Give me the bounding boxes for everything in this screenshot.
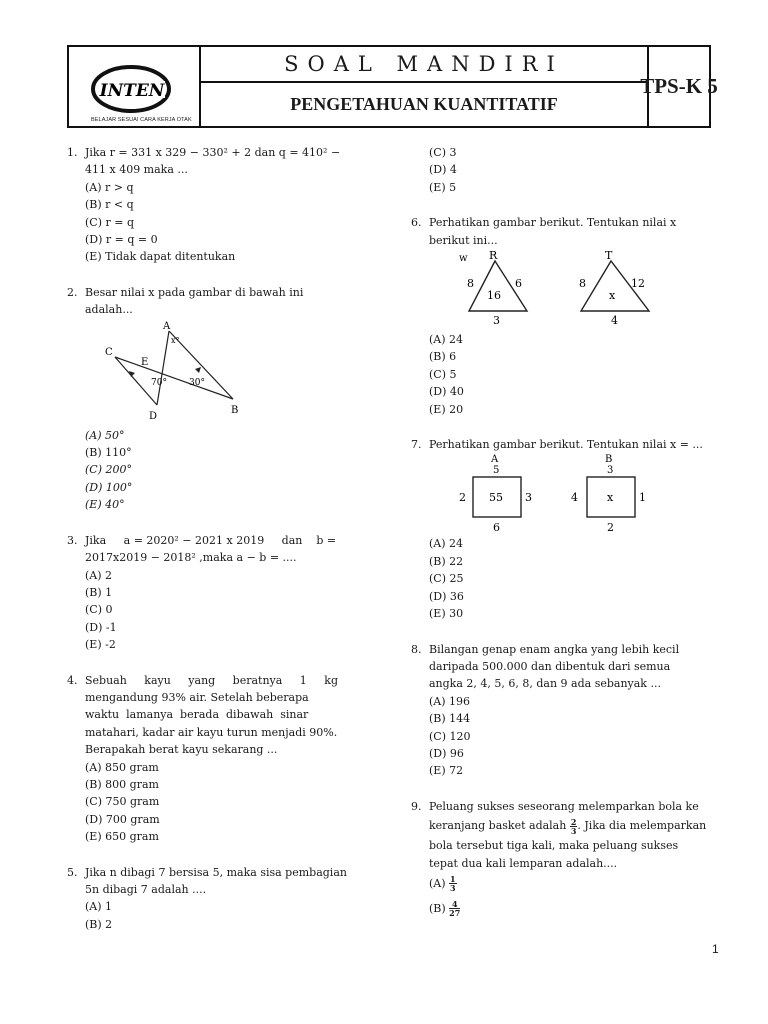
question-number: 9. [411,799,422,813]
option-a: (A) 1 [85,900,113,914]
question-text: Bilangan genap enam angka yang lebih kecil [429,642,680,656]
option-a: (A) 24 [429,537,464,551]
option-c: (C) 750 gram [85,795,160,809]
option-b: (B) 110° [85,446,132,460]
option-b: (B) 800 gram [85,777,159,791]
fraction [449,900,460,917]
triangle-figure [85,319,239,427]
label-4: 4 [611,314,618,328]
header-title-block [199,47,649,126]
question-4 [67,672,353,846]
question-1 [67,144,353,266]
option-c: (C) 120 [429,729,471,743]
question-9 [411,798,711,922]
label-E: E [141,356,149,368]
question-number: 3. [67,533,78,547]
question-text: berikut ini... [429,233,498,247]
option-e: (E) 5 [429,180,457,194]
label-16: 16 [487,289,501,303]
option-a: (A) r > q [85,180,134,194]
option-d: (D) 4 [429,163,457,177]
label-3b: 3 [607,465,614,477]
question-number: 8. [411,642,422,656]
question-text: keranjang basket adalah [429,819,567,833]
label-C: C [105,346,113,358]
question-text: matahari, kadar air kayu turun menjadi 90%. [85,725,338,739]
right-column [411,144,711,922]
question-text: 2017x2019 − 2018² ,maka a − b = .... [85,551,297,565]
option-d: (D) 96 [429,746,464,760]
fraction-denominator: 3 [450,883,456,894]
option-e: (E) -2 [85,638,116,652]
question-5-continued [411,144,711,196]
option-a [429,872,711,896]
question-text: adalah... [85,303,133,317]
option-b: (B) 1 [85,585,113,599]
option-c: (C) 200° [85,463,132,477]
option-a: (A) 850 gram [85,760,159,774]
option-c: (C) 25 [429,572,464,586]
question-text: Besar nilai x pada gambar di bawah ini [85,285,304,299]
logo-text: INTEN [99,81,165,101]
option-d: (D) 700 gram [85,812,160,826]
question-text: tepat dua kali lemparan adalah.... [429,856,618,870]
question-text: Perhatikan gambar berikut. Tentukan nilai x = ... [429,438,703,452]
option-a: (A) 24 [429,333,464,347]
label-4: 4 [571,491,578,505]
option-e: (E) 40° [85,498,125,512]
question-text: . Jika dia melemparkan [577,819,707,833]
label-30: 30° [189,377,205,388]
option-b: (B) 144 [429,712,471,726]
label-x: x° [171,335,180,345]
question-text: 5n dibagi 7 adalah .... [85,883,207,896]
label-6: 6 [493,521,500,535]
option-e: (E) Tidak dapat ditentukan [85,250,236,264]
option-e: (E) 20 [429,402,464,416]
question-number: 4. [67,673,78,687]
question-text: waktu lamanya berada dibawah sinar [85,708,309,722]
question-number: 2. [67,285,78,299]
label-A: A [163,320,171,332]
question-text: Peluang sukses seseorang melemparkan bola ke [429,799,699,813]
question-number: 7. [411,438,422,452]
inten-logo [69,47,199,126]
question-text: Jika a = 2020² − 2021 x 2019 dan b = [85,533,337,547]
fraction-numerator: 1 [450,874,456,885]
squares-figure [429,453,659,535]
label-70: 70° [151,377,167,388]
page-subtitle: PENGETAHUAN KUANTITATIF [290,94,558,114]
option-label: (A) [429,876,446,890]
label-A: A [491,454,499,466]
document-header [67,45,718,128]
question-8 [411,641,711,780]
question-text: Jika n dibagi 7 bersisa 5, maka sisa pembagian [85,865,347,879]
fraction-denominator: 3 [570,825,577,836]
doc-code: TPS-K 5 [640,74,718,98]
question-text: mengandung 93% air. Setelah beberapa [85,690,309,704]
page-title: SOAL MANDIRI [201,47,647,83]
option-b: (B) 6 [429,350,457,364]
question-number: 5. [67,865,78,879]
option-a: (A) 2 [85,568,113,582]
label-8b: 8 [579,277,586,291]
option-c: (C) 5 [429,367,457,381]
question-text: Jika r = 331 x 329 − 330² + 2 dan q = 410² − [85,146,341,159]
label-T: T [605,249,613,263]
option-label: (B) [429,901,446,915]
label-1: 1 [639,491,646,505]
question-text: angka 2, 4, 5, 6, 8, dan 9 ada sebanyak ... [429,677,661,691]
inten-logo-icon [69,47,199,126]
option-a: (A) 50° [85,428,125,442]
option-c: (C) r = q [85,215,135,229]
label-B: B [605,454,613,466]
question-text: Sebuah kayu yang beratnya 1 kg [85,673,338,687]
fraction-numerator: 4 [449,900,460,909]
option-b: (B) r < q [85,198,134,212]
option-d: (D) r = q = 0 [85,233,158,247]
label-R: R [489,249,498,263]
label-B: B [231,404,239,416]
label-55: 55 [489,491,503,505]
question-text: 411 x 409 maka ... [85,163,188,177]
option-c: (C) 3 [429,146,457,159]
question-5 [67,864,353,934]
label-5: 5 [493,465,500,477]
question-number: 1. [67,146,78,159]
option-d: (D) 36 [429,589,464,603]
triangles-figure [429,249,679,328]
fraction-denominator: 27 [449,908,461,919]
question-number: 6. [411,216,422,230]
option-b: (B) 2 [85,917,113,931]
label-3: 3 [493,314,500,328]
option-b [429,896,711,922]
question-text: bola tersebut tiga kali, maka peluang sukses [429,839,679,853]
question-text: daripada 500.000 dan dibentuk dari semua [429,659,671,673]
label-6: 6 [515,277,522,291]
option-e: (E) 650 gram [85,830,159,844]
left-column [67,144,353,933]
question-text: Berapakah berat kayu sekarang ... [85,743,278,757]
question-text: Perhatikan gambar berikut. Tentukan nilai x [429,216,677,230]
option-b: (B) 22 [429,554,464,568]
label-D: D [149,410,158,422]
question-6 [411,214,711,418]
option-e: (E) 72 [429,764,464,778]
label-8: 8 [467,277,474,291]
page-number: 1 [712,942,719,956]
option-d: (D) 100° [85,480,133,494]
question-3 [67,532,353,654]
option-c: (C) 0 [85,603,113,617]
label-3: 3 [525,491,532,505]
option-d: (D) -1 [85,620,117,634]
question-2 [67,284,353,514]
fraction-numerator: 2 [570,816,577,827]
option-d: (D) 40 [429,385,464,399]
option-a: (A) 196 [429,694,471,708]
label-12: 12 [631,277,645,291]
label-w: w [459,253,468,265]
logo-tagline: BELAJAR SESUAI CARA KERJA OTAK [91,117,192,123]
label-2: 2 [459,491,466,505]
label-x: x [609,289,616,303]
fraction [449,875,457,892]
option-e: (E) 30 [429,607,464,621]
label-x: x [607,491,614,505]
label-2b: 2 [607,521,614,535]
question-7 [411,436,711,622]
